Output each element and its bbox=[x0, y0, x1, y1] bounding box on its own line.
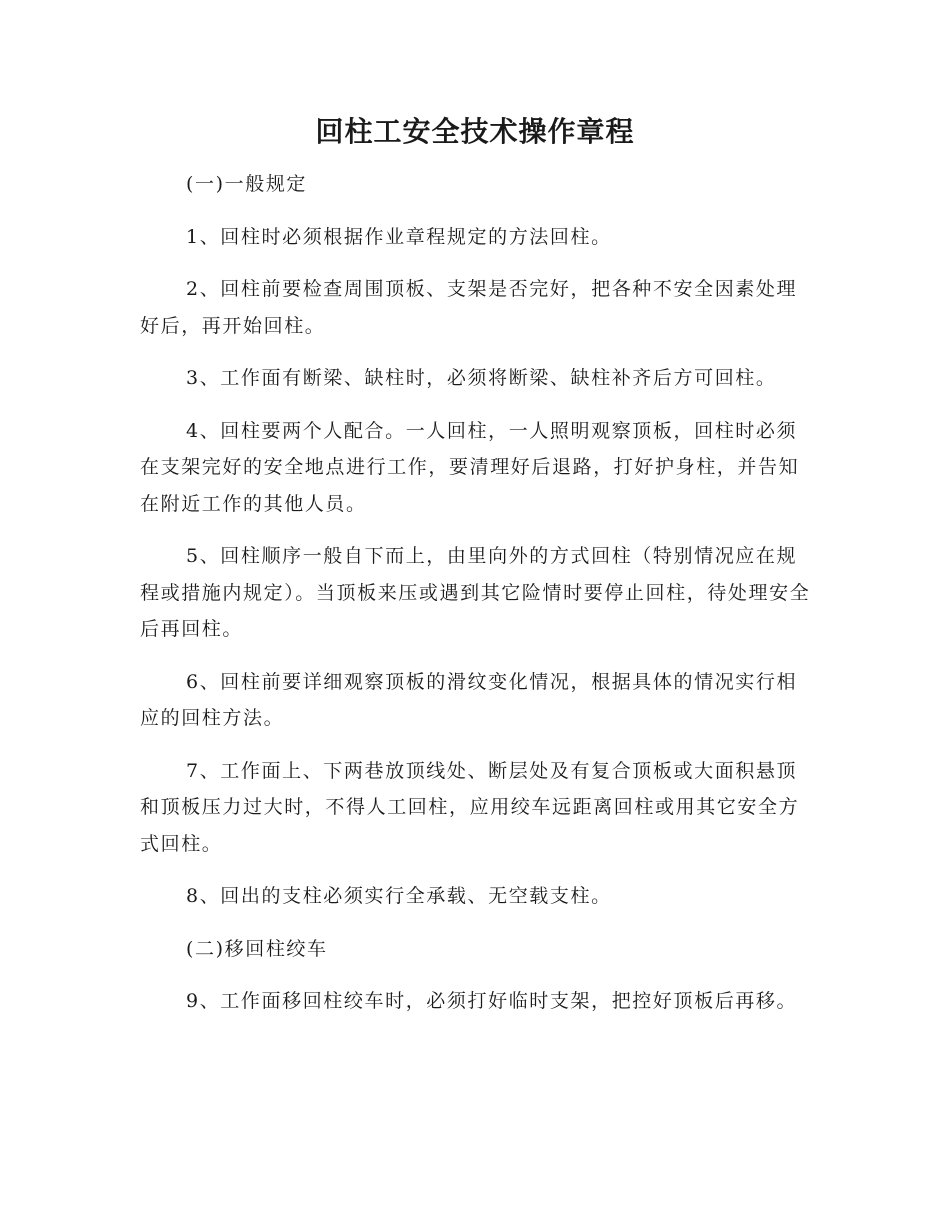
paragraph-4: 4、回柱要两个人配合。一人回柱，一人照明观察顶板，回柱时必须在支架完好的安全地点进行工作，要清理好后退路，打好护身柱，并告知在附近工作的其他人员。 bbox=[140, 419, 800, 515]
section-heading-general: (一)一般规定 bbox=[186, 173, 308, 195]
paragraph-8: 8、回出的支柱必须实行全承载、无空载支柱。 bbox=[186, 885, 612, 907]
paragraph-7: 7、工作面上、下两巷放顶线处、断层处及有复合顶板或大面积悬顶和顶板压力过大时，不得人工回柱，应用绞车远距离回柱或用其它安全方式回柱。 bbox=[140, 759, 800, 855]
paragraph-2: 2、回柱前要检查周围顶板、支架是否完好，把各种不安全因素处理好后，再开始回柱。 bbox=[140, 278, 798, 337]
document-title: 回柱工安全技术操作章程 bbox=[315, 115, 635, 148]
document-body bbox=[140, 166, 812, 1036]
paragraph-1: 1、回柱时必须根据作业章程规定的方法回柱。 bbox=[186, 225, 612, 248]
paragraph-9: 9、工作面移回柱绞车时，必须打好临时支架，把控好顶板后再移。 bbox=[186, 990, 798, 1012]
paragraph-5: 5、回柱顺序一般自下而上，由里向外的方式回柱（特别情况应在规程或措施内规定）。当顶板来压或遇到其它险情时要停止回柱，待处理安全后再回柱。 bbox=[140, 545, 811, 640]
paragraph-3: 3、工作面有断梁、缺柱时，必须将断梁、缺柱补齐后方可回柱。 bbox=[186, 367, 777, 389]
section-heading-winch: (二)移回柱绞车 bbox=[186, 937, 328, 960]
paragraph-6: 6、回柱前要详细观察顶板的滑纹变化情况，根据具体的情况实行相应的回柱方法。 bbox=[140, 670, 798, 729]
